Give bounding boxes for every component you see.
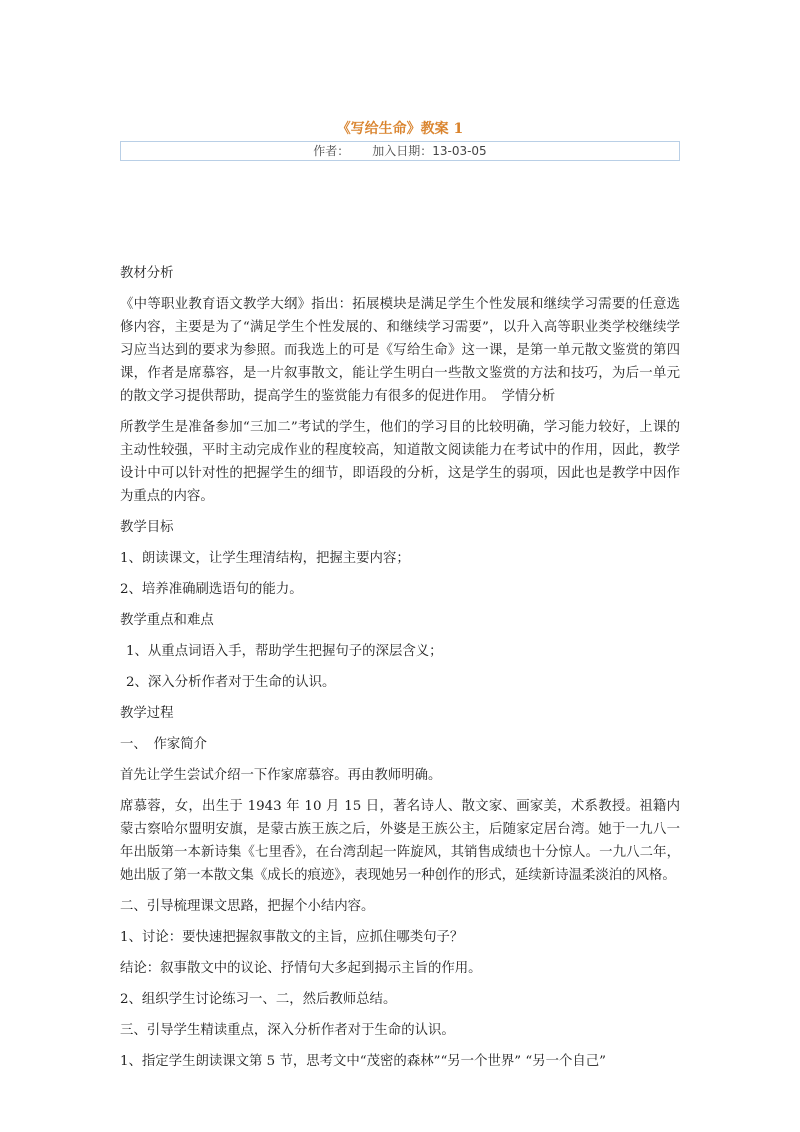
discussion-exercise: 2、组织学生讨论练习一、二，然后教师总结。 (120, 992, 397, 1007)
section-heading-teaching-process: 教学过程 (120, 706, 174, 721)
process-step-3-heading: 三、引导学生精读重点，深入分析作者对于生命的认识。 (120, 1023, 455, 1038)
discussion-question: 1、讨论：要快速把握叙事散文的主旨，应抓住哪类句子？ (120, 930, 464, 945)
process-step-1-text: 首先让学生尝试介绍一下作家席慕容。再由教师明确。 (120, 768, 442, 783)
date-value: 13-03-05 (432, 144, 487, 158)
key-point-1: 1、从重点词语入手，帮助学生把握句子的深层含义； (126, 644, 443, 659)
section-heading-textbook-analysis: 教材分析 (120, 266, 174, 281)
goal-item-2: 2、培养准确刷选语句的能力。 (120, 582, 303, 597)
discussion-conclusion: 结论：叙事散文中的议论、抒情句大多起到揭示主旨的作用。 (120, 961, 482, 976)
date-label: 加入日期： (372, 144, 433, 158)
process-step-1-heading: 一、 作家简介 (120, 737, 208, 752)
paragraph-textbook-analysis: 《中等职业教育语文教学大纲》指出：拓展模块是满足学生个性发展和继续学习需要的任意选修内容，主要是为了“满足学生个性发展的、和继续学习需要”，以升入高等职业类学校继续学习应当达到的要求为参照。而我选上的可是《写给生命》这一课，是第一单元散文鉴赏的第四课，作者是席慕容，是一片叙事散文，能让学生明白一些散文鉴赏的方法和技巧，为后一单元的散文学习提供帮助，提高学生的鉴赏能力有很多的促进作用。 学情分析 (120, 297, 680, 404)
section-heading-teaching-goals: 教学目标 (120, 520, 174, 535)
process-step-2-heading: 二、引导梳理课文思路，把握个小结内容。 (120, 899, 375, 914)
document-header (120, 120, 680, 161)
key-point-2: 2、深入分析作者对于生命的认识。 (126, 675, 336, 690)
goal-item-1: 1、朗读课文，让学生理清结构，把握主要内容； (120, 551, 410, 566)
document-title: 《写给生命》教案 1 (336, 121, 464, 137)
author-biography: 席慕蓉，女，出生于 1943 年 10 月 15 日，著名诗人、散文家、画家美，术系教授。祖籍内蒙古察哈尔盟明安旗，是蒙古族王族之后，外婆是王族公主，后随家定居台湾。她于一九八一年出版第一本新诗集《七里香》，在台湾刮起一阵旋风，其销售成绩也十分惊人。一九八二年，她出版了第一本散文集《成长的痕迹》，表现她另一种创作的形式，延续新诗温柔淡泊的风格。 (120, 799, 680, 883)
document-body (120, 262, 680, 1081)
section-heading-key-points: 教学重点和难点 (120, 613, 214, 628)
meta-info-box (120, 141, 680, 161)
author-label: 作者： (313, 144, 350, 158)
reading-task: 1、指定学生朗读课文第 5 节，思考文中“茂密的森林”“另一个世界” “另一个自己” (120, 1054, 606, 1069)
paragraph-student-analysis: 所教学生是准备参加“三加二”考试的学生，他们的学习目的比较明确，学习能力较好，上课的主动性较强，平时主动完成作业的程度较高，知道散文阅读能力在考试中的作用，因此，教学设计中可以针对性的把握学生的细节，即语段的分析，这是学生的弱项，因此也是教学中因作为重点的内容。 (120, 420, 680, 504)
